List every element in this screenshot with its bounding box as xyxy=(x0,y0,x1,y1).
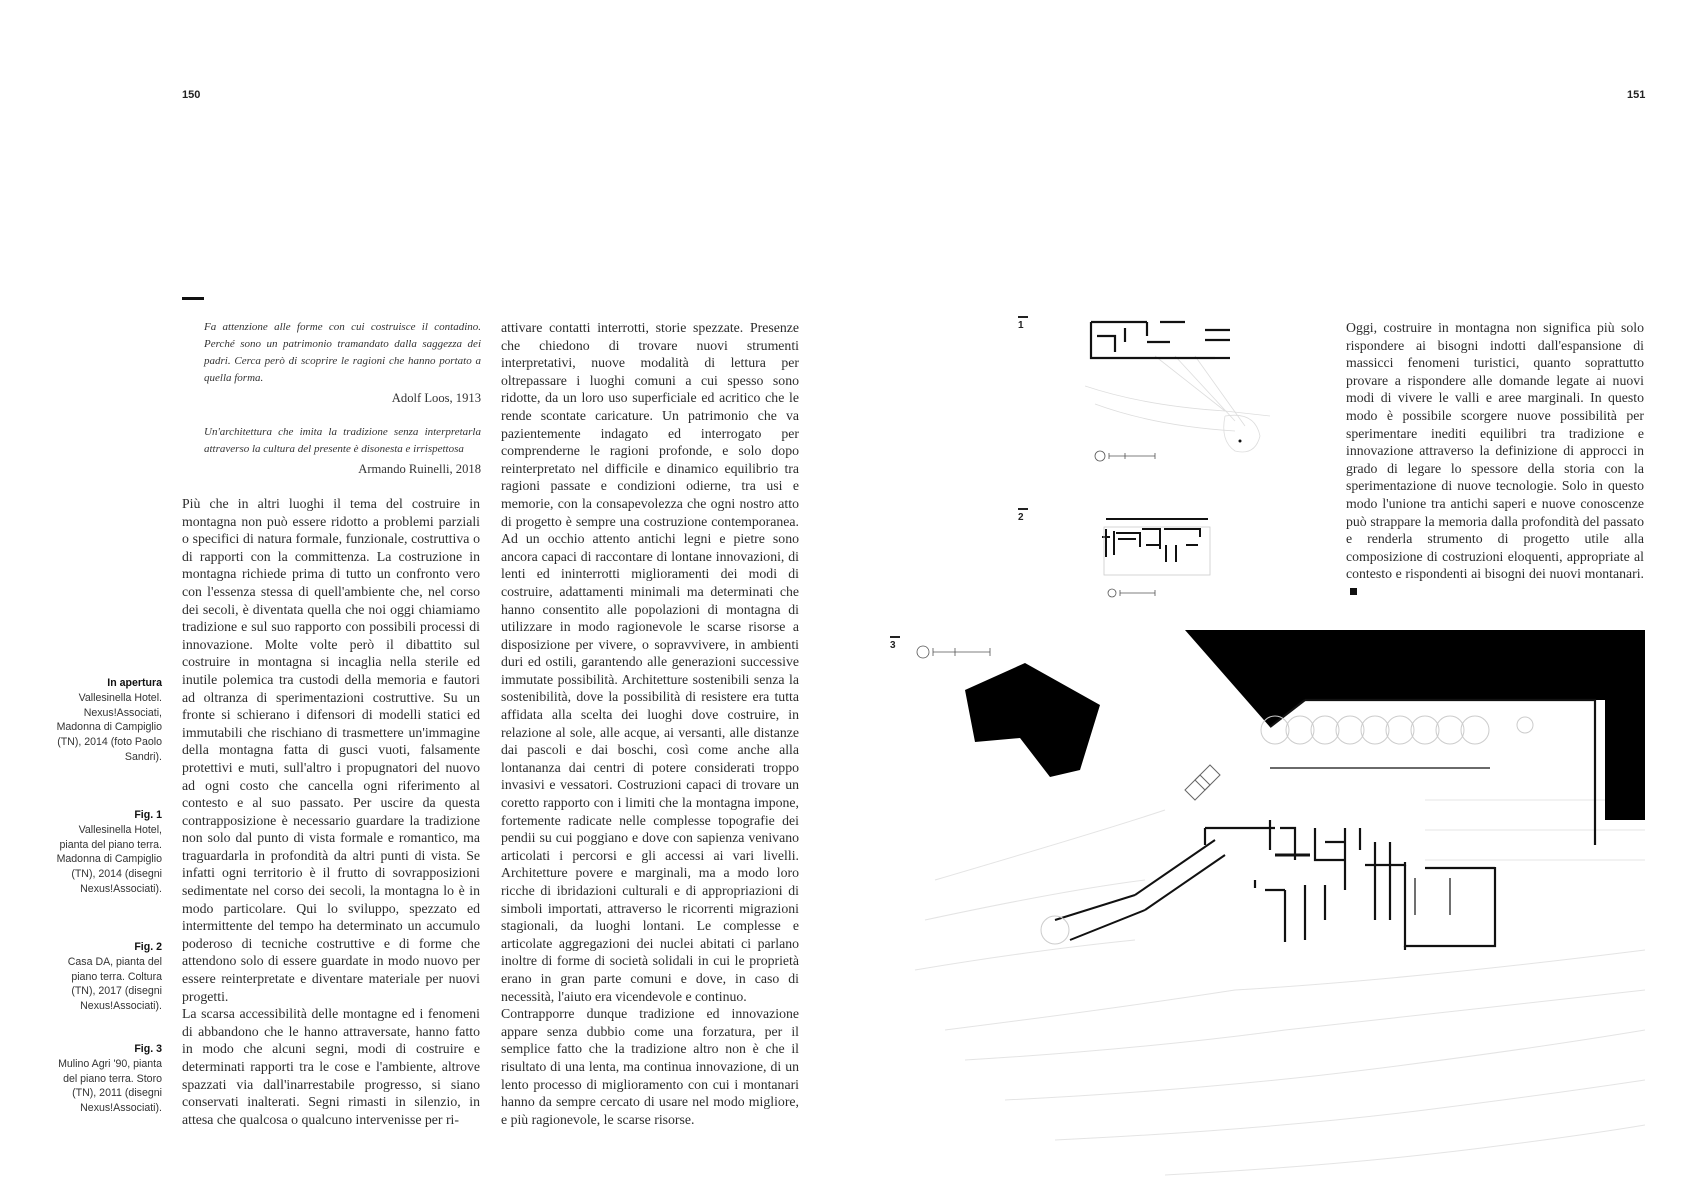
figure-number-1: 1 xyxy=(1018,320,1024,331)
floor-plan-fig-1 xyxy=(1085,316,1270,466)
caption-title: Fig. 3 xyxy=(134,1043,162,1055)
floor-plan-fig-3 xyxy=(905,630,1645,1180)
paragraph: Contrapporre dunque tradizione ed innovazione appare senza dubbio come una forzatura, per il semplice fatto che la tradizione altro non è che il risultato di una lenta, ma continua innovazione, di un lento processo di miglioramento con cui i montanari hanno da sempre cercato di usare nel modo migliore, e più ragionevole, le scarse risorse. xyxy=(501,1006,799,1127)
caption-fig-1 xyxy=(50,808,162,897)
body-column-3 xyxy=(1346,319,1644,601)
end-mark-icon xyxy=(1350,588,1357,595)
epigraph-quote-2: Un'architettura che imita la tradizione senza interpretarla attraverso la cultura del presente è disonesta e irrispettosa xyxy=(204,426,481,455)
caption-text: Vallesinella Hotel, pianta del piano terra. Madonna di Campiglio (TN), 2014 (disegni Nexus!Associati). xyxy=(56,823,162,895)
caption-fig-2 xyxy=(50,940,162,1014)
caption-text: Vallesinella Hotel. Nexus!Associati, Madonna di Campiglio (TN), 2014 (foto Paolo Sandri). xyxy=(56,691,162,763)
paragraph: attivare contatti interrotti, storie spezzate. Presenze che chiedono di trovare nuovi strumenti interpretativi, nuove modalità di lettura per oltrepassare i luoghi comuni a cui spesso sono ridotte, da un loro uso superficiale ed acritico che le rende scontate caricature. Un patrimonio che va pazientemente indagato ed interrogato per comprenderne le ragioni profonde, e solo dopo reinterpretato nel difficile e dinamico equilibrio tra ragioni passate e condizioni odierne, tra usi e memorie, con la consapevolezza che ogni nostro atto di progetto è sempre una costruzione contemporanea. Ad un occhio attento antichi legni e pietre sono ancora capaci di raccontare di lontane innovazioni, di lenti ed ininterrotti miglioramenti dei modi di costruire, adattamenti minimali ma determinati che hanno consentito alle popolazioni di montagna di utilizzare in modo ragionevole le scarse risorse a disposizione per vivere, o sopravvivere, in ambienti duri ed ostili, garantendo alle generazioni successive immutate possibilità. Architetture sostenibili senza la sostenibilità, dove la possibilità di resistere era tutta affidata alla scelta dei luoghi dove costruire, in relazione al sole, alle acque, ai versanti, alle distanze dai pascoli e dai boschi, così come anche alla lontananza dai centri di potere considerati troppo invasivi e vessatori. Costruzioni capaci di trovare un coretto rapporto con i limiti che la montagna impone, fortemente radicate nelle complesse topografie dei pendii su cui poggiano e dove con sapienza venivano articolati i percorsi e gli accessi ai vari livelli. Architetture povere e marginali, ma a modo loro ricche di ibridazioni culturali e di appropriazioni di simboli importati, attraverso le ricorrenti migrazioni stagionali, da luoghi lontani. Le complesse e articolate aggregazioni dei nuclei abitati ci parlano inoltre di forme di società solidali in cui le proprietà erano in gran parte comuni e dove, in caso di necessità, l'aiuto era vicendevole e continuo. xyxy=(501,320,799,1004)
caption-text: Mulino Agri '90, pianta del piano terra. Storo (TN), 2011 (disegni Nexus!Associati). xyxy=(58,1057,162,1115)
caption-fig-3 xyxy=(50,1042,162,1116)
section-dash xyxy=(182,297,204,300)
caption-title: Fig. 2 xyxy=(134,941,162,953)
figure-number-3: 3 xyxy=(890,640,896,651)
paragraph xyxy=(1346,319,1644,601)
caption-text: Casa DA, pianta del piano terra. Coltura (TN), 2017 (disegni Nexus!Associati). xyxy=(67,955,162,1013)
caption-title: Fig. 1 xyxy=(134,809,162,821)
epigraph-quote-1: Fa attenzione alle forme con cui costruisce il contadino. Perché sono un patrimonio tramandato dalla saggezza dei padri. Cerca però di scoprire le ragioni che hanno portato a quella forma. xyxy=(204,321,481,384)
paragraph-text: Oggi, costruire in montagna non significa più solo rispondere ai bisogni indotti dall'espansione di massicci fenomeni turistici, quanto soprattutto provare a rispondere alle domande legate ai nuovi modi di vivere le valli e aree marginali. In questo modo è possibile scorgere nuove possibilità per sperimentare inediti equilibri tra tradizione e innovazione attraverso la definizione di approcci in grado di legare lo spessore della storia con la sperimentazione di nuove tecnologie. Solo in questo modo l'unione tra antichi saperi e nuove conoscenze può strappare la memoria dalla profondità del passato e renderla strumento di progetto utile alla composizione di costruzioni eloquenti, appropriate al contesto e rispondenti ai bisogni dei nuovi montanari. xyxy=(1346,320,1644,582)
caption-title: In apertura xyxy=(107,677,162,689)
body-column-1 xyxy=(182,495,480,1128)
body-column-2 xyxy=(501,319,799,1128)
caption-opening xyxy=(50,676,162,765)
floor-plan-fig-2 xyxy=(1100,517,1215,602)
epigraph-author-1: Adolf Loos, 1913 xyxy=(391,391,481,405)
page-number-left: 150 xyxy=(182,89,201,101)
paragraph: La scarsa accessibilità delle montagne ed i fenomeni di abbandono che le hanno attraversate, hanno fatto in modo che alcuni segni, modi di costruire e determinati rapporti tra le cose e l'ambiente, altrove spazzati via dall'inarrestabile progresso, si siano conservati inalterati. Segni rimasti in silenzio, in attesa che qualcosa o qualcuno intervenisse per ri- xyxy=(182,1006,480,1127)
figure-number-2: 2 xyxy=(1018,512,1024,523)
page-number-right: 151 xyxy=(1627,89,1646,101)
epigraph-author-2: Armando Ruinelli, 2018 xyxy=(358,462,481,476)
paragraph: Più che in altri luoghi il tema del costruire in montagna non può essere ridotto a problemi parziali o specifici di natura formale, funzionale, costruttiva o di rapporti con la committenza. La costruzione in montagna richiede prima di tutto un confronto vero con l'essenza stessa di quell'ambiente che, nel corso dei secoli, è diventata quella che noi oggi chiamiamo tradizione e sul suo rapporto con possibili processi di innovazione. Molte volte però il dibattito sul costruire in montagna si incaglia nella sterile ed inutile polemica tra custodi della memoria e fautori ad oltranza di sperimentazioni costruttive. Su un fronte si schierano i difensori di modelli statici ed immutabili che rischiano di trasmettere un'immagine della montagna fatta di gusci vuoti, falsamente protettivi e muti, sull'altro i propugnatori del nuovo ad ogni costo che cancella ogni riferimento al contesto e al suo passato. Per uscire da questa contrapposizione è necessario guardare la tradizione non solo dal punto di vista formale e romantico, ma traguardarla in profondità da altri punti di vista. Se infatti ogni territorio è il frutto di sovrapposizioni sedimentate nel corso dei secoli, la montagna lo è in modo particolare. Qui lo sviluppo, spezzato ed intermittente del tempo ha determinato un accumulo poderoso di tecniche costruttive e di forme che attendono solo di essere guardate in modo nuovo per essere reinterpretate e diventare materiale per nuovi progetti. xyxy=(182,496,480,1004)
